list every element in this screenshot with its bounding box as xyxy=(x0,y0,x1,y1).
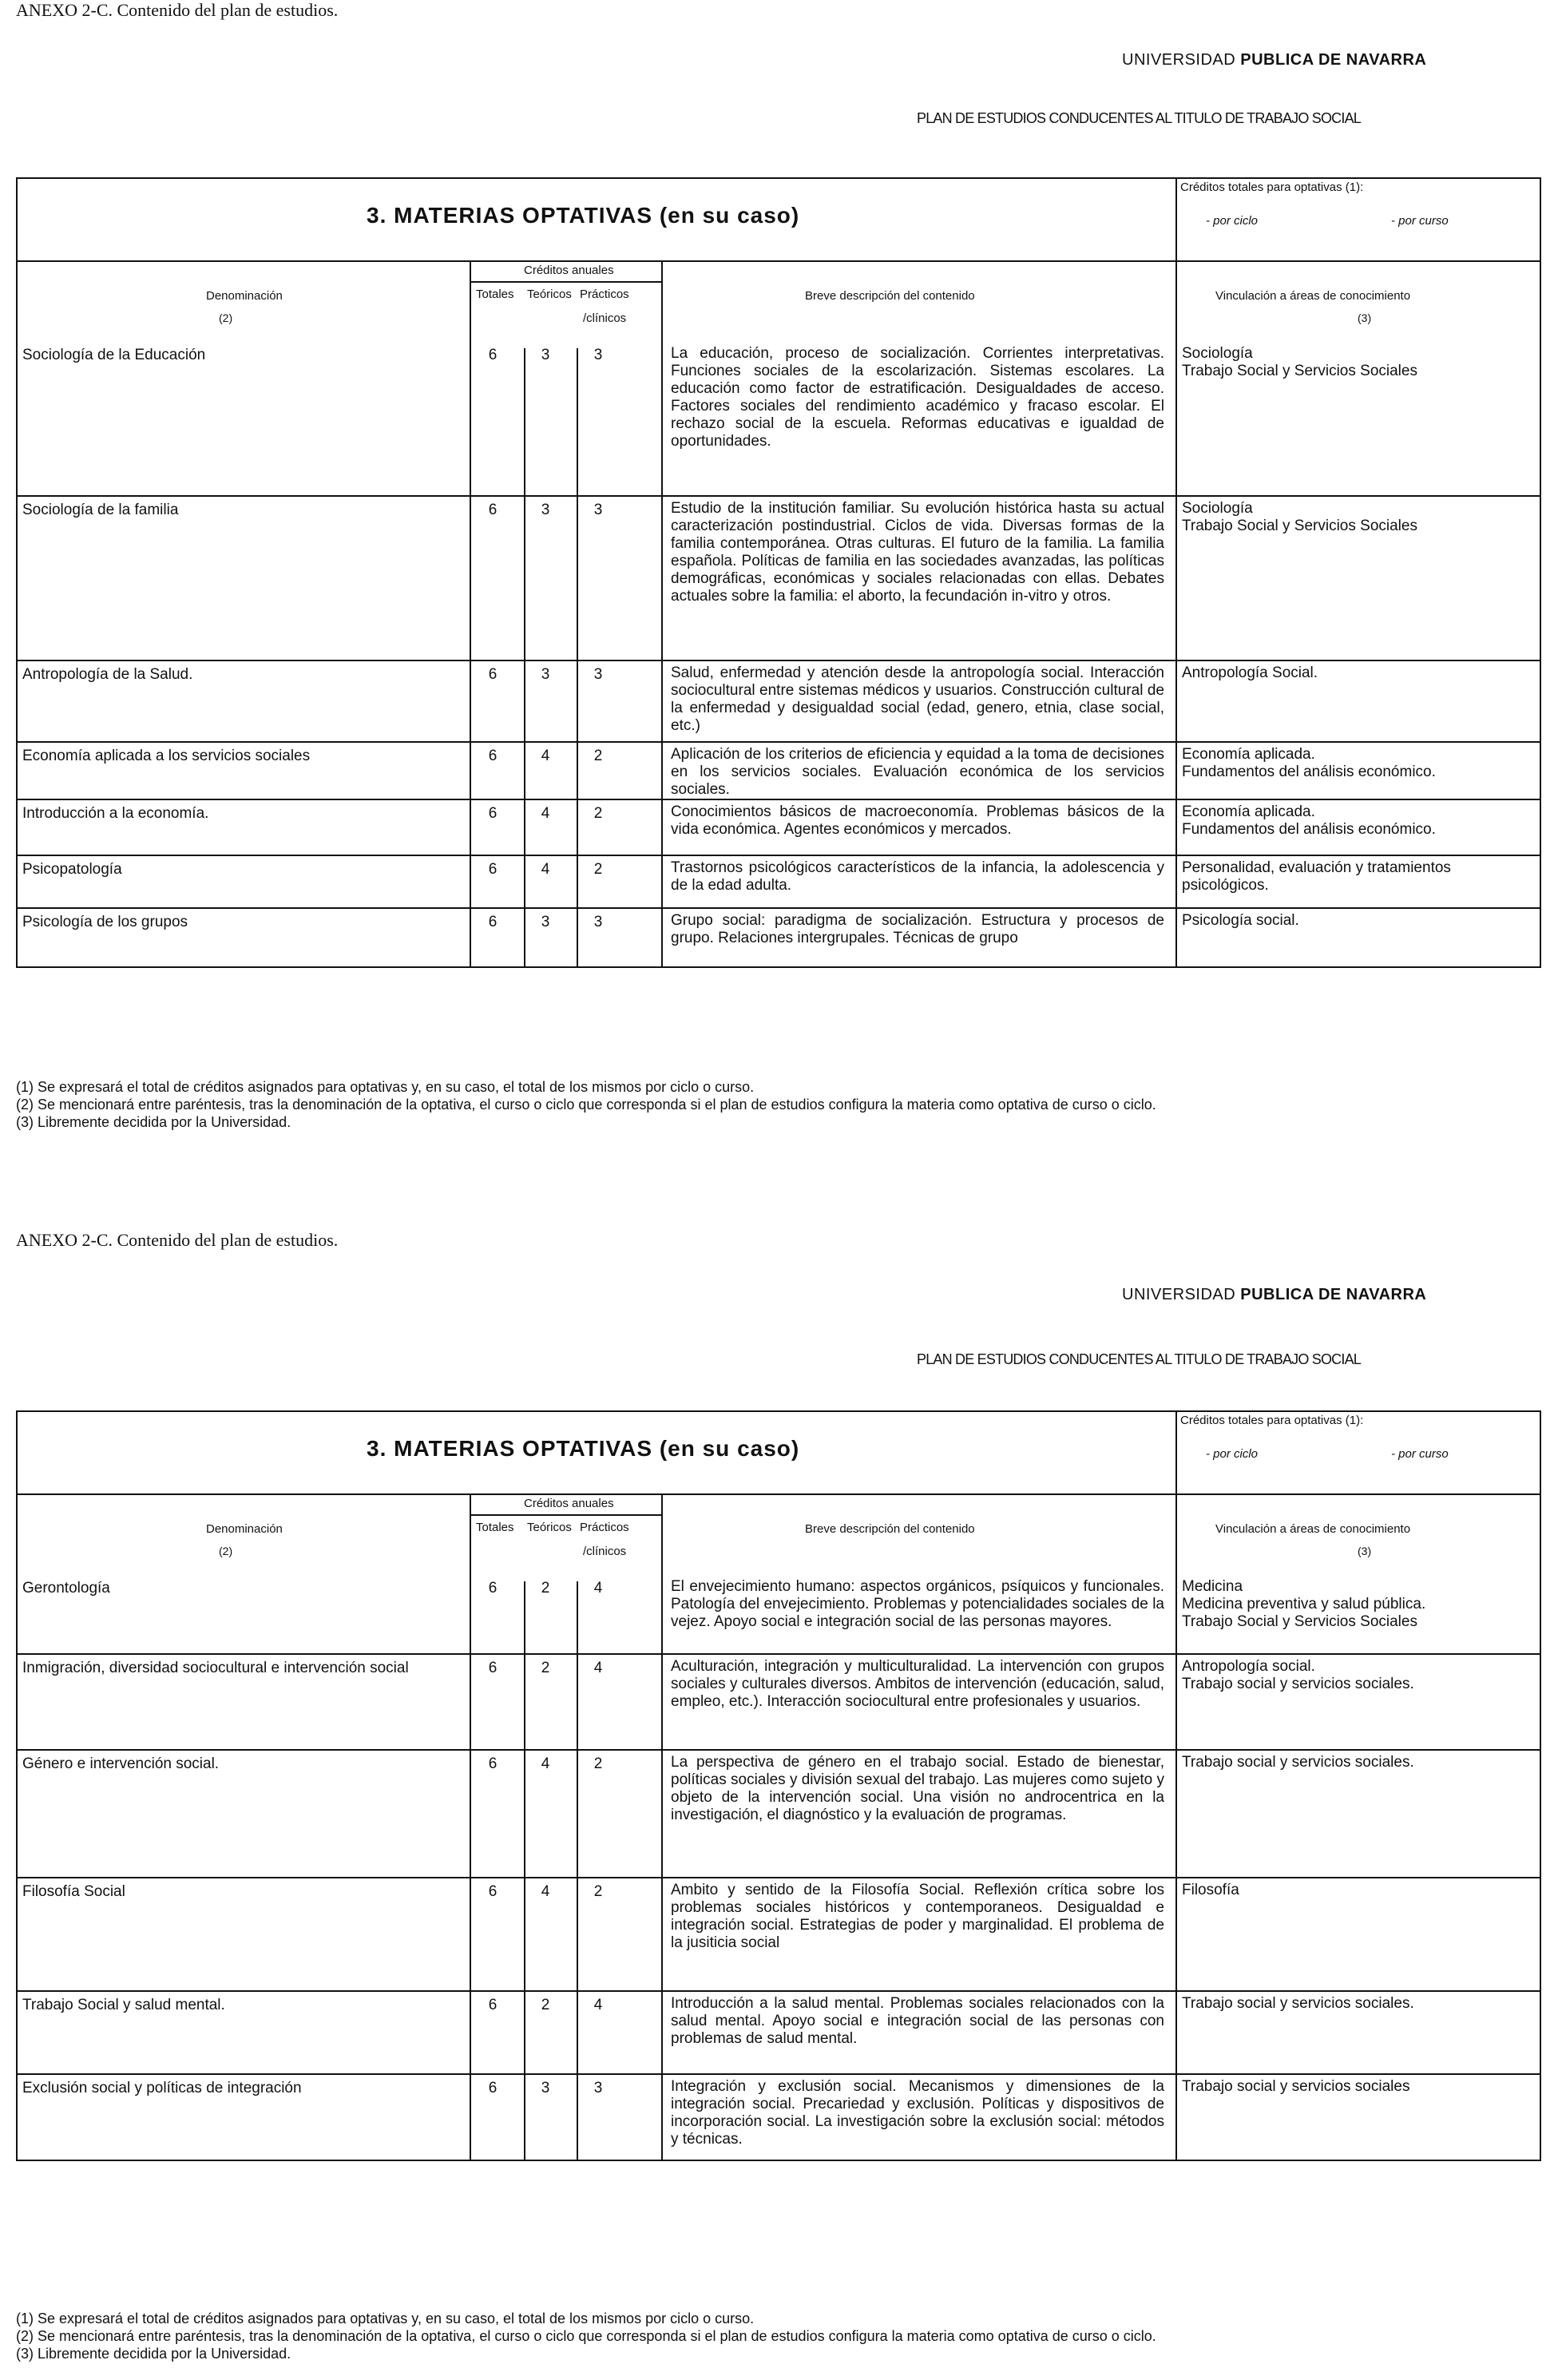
cell-descripcion: Salud, enfermedad y atención desde la antropología social. Interacción sociocultural entre sistemas médicos y usuarios. Construcción cultural de la enfermedad y desigualdad social (edad, genero, etnia, clase social, etc.) xyxy=(671,664,1164,734)
cell-totales: 6 xyxy=(488,1580,498,1597)
footnote: (1) Se expresará el total de créditos asignados para optativas y, en su caso, el total de los mismos por ciclo o curso. xyxy=(16,2311,755,2326)
header-vinculacion: Vinculación a áreas de conocimiento xyxy=(1215,1522,1411,1536)
header-vinculacion-note: (3) xyxy=(1358,1545,1372,1557)
cell-vinculacion xyxy=(1182,859,1533,894)
university-name xyxy=(1122,1286,1426,1304)
header-breve-descripcion: Breve descripción del contenido xyxy=(805,289,975,303)
header-denominacion: Denominación xyxy=(206,289,283,303)
university-prefix: UNIVERSIDAD xyxy=(1122,51,1236,69)
vinculacion-line: Trabajo Social y Servicios Sociales xyxy=(1182,518,1417,534)
header-teoricos: Teóricos xyxy=(527,1521,572,1534)
header-creditos-anuales: Créditos anuales xyxy=(524,264,614,277)
table-title: 3. MATERIAS OPTATIVAS (en su caso) xyxy=(367,1436,800,1461)
cell-vinculacion xyxy=(1182,1658,1533,1693)
cell-denominacion: Psicología de los grupos xyxy=(22,914,188,930)
cell-descripcion: El envejecimiento humano: aspectos orgánicos, psíquicos y funcionales. Patología del envejecimiento. Problemas y potencialidades sociales de la vejez. Apoyo social e integración social de las personas mayores. xyxy=(671,1578,1164,1630)
header-clinicos: /clínicos xyxy=(583,311,627,325)
cell-descripcion: Introducción a la salud mental. Problemas sociales relacionados con la salud mental. Apoyo social e integración social de las personas con problemas de salud mental. xyxy=(671,1995,1164,2047)
row-divider xyxy=(18,1877,1540,1878)
vinculacion-line: Antropología Social. xyxy=(1182,664,1318,681)
header-breve-descripcion: Breve descripción del contenido xyxy=(805,1522,975,1536)
table-title-row xyxy=(18,179,1540,262)
cell-teoricos: 3 xyxy=(541,666,550,683)
university-bold: PUBLICA DE NAVARRA xyxy=(1240,51,1427,69)
row-divider xyxy=(18,907,1540,909)
grid-line xyxy=(524,348,525,966)
cell-denominacion: Inmigración, diversidad sociocultural e intervención social xyxy=(22,1660,409,1676)
vinculacion-line: Medicina preventiva y salud pública. xyxy=(1182,1596,1426,1612)
vinculacion-line: Personalidad, evaluación y tratamientos psicológicos. xyxy=(1182,859,1451,894)
cell-practicos: 2 xyxy=(593,805,603,822)
cell-practicos: 2 xyxy=(593,1755,603,1772)
por-ciclo-label: - por ciclo xyxy=(1206,214,1259,228)
header-teoricos: Teóricos xyxy=(527,288,572,301)
cell-practicos: 2 xyxy=(593,748,603,764)
university-prefix: UNIVERSIDAD xyxy=(1122,1286,1236,1303)
cell-practicos: 3 xyxy=(593,666,603,683)
cell-descripcion: Grupo social: paradigma de socialización. Estructura y procesos de grupo. Relaciones intergrupales. Técnicas de grupo xyxy=(671,912,1164,946)
cell-teoricos: 4 xyxy=(541,1883,550,1900)
cell-denominacion: Antropología de la Salud. xyxy=(22,666,193,683)
university-name xyxy=(1122,51,1426,69)
cell-vinculacion xyxy=(1182,746,1533,781)
cell-vinculacion xyxy=(1182,1995,1533,2013)
cell-totales: 6 xyxy=(488,805,498,822)
cell-teoricos: 4 xyxy=(541,1755,550,1772)
cell-vinculacion xyxy=(1182,2078,1533,2096)
cell-totales: 6 xyxy=(488,1997,498,2013)
header-denominacion-note: (2) xyxy=(219,311,233,324)
cell-totales: 6 xyxy=(488,1755,498,1772)
cell-teoricos: 4 xyxy=(541,861,550,878)
optativas-table xyxy=(16,1410,1541,2161)
footnotes xyxy=(16,1078,1156,1131)
creditos-totales-label: Créditos totales para optativas (1): xyxy=(1180,180,1364,194)
header-denominacion: Denominación xyxy=(206,1522,283,1536)
header-denominacion-note: (2) xyxy=(219,1545,233,1557)
cell-descripcion: La perspectiva de género en el trabajo social. Estado de bienestar, políticas sociales y división sexual del trabajo. Las mujeres como sujeto y objeto de la intervención social. Una visión no androcentrica en la investigación, el diagnóstico y la evaluación de programas. xyxy=(671,1754,1164,1823)
cell-practicos: 3 xyxy=(593,347,603,363)
footnote: (1) Se expresará el total de créditos asignados para optativas y, en su caso, el total de los mismos por ciclo o curso. xyxy=(16,1079,755,1095)
grid-line xyxy=(661,1493,663,2160)
row-divider xyxy=(18,2073,1540,2075)
cell-totales: 6 xyxy=(488,914,498,930)
cell-descripcion: Estudio de la institución familiar. Su evolución histórica hasta su actual caracterización postindustrial. Ciclos de vida. Diversas formas de la familia contemporánea. Otras culturas. El futuro de la familia. La familia española. Políticas de familia en las sociedades avanzadas, las políticas demográficas, económicas y sociales relacionadas con ellas. Debates actuales sobre la familia: el aborto, la fecundación in-vitro y otros. xyxy=(671,500,1164,605)
grid-line xyxy=(661,260,663,966)
table-header xyxy=(18,260,1540,324)
cell-vinculacion xyxy=(1182,1578,1533,1631)
cell-descripcion: Ambito y sentido de la Filosofía Social. Reflexión crítica sobre los problemas sociales históricos y contemporaneos. Desigualdad e integración social. Estrategias de poder y marginalidad. El problema de la jusiticia social xyxy=(671,1882,1164,1951)
header-clinicos: /clínicos xyxy=(583,1545,627,1558)
optativas-table xyxy=(16,177,1541,968)
row-divider xyxy=(18,495,1540,497)
vinculacion-line: Filosofía xyxy=(1182,1882,1239,1898)
cell-denominacion: Género e intervención social. xyxy=(22,1755,220,1772)
cell-teoricos: 4 xyxy=(541,748,550,764)
cell-practicos: 2 xyxy=(593,1883,603,1900)
anexo-heading: ANEXO 2-C. Contenido del plan de estudios. xyxy=(16,0,339,20)
cell-vinculacion xyxy=(1182,1754,1533,1771)
row-divider xyxy=(18,799,1540,800)
row-divider xyxy=(18,1990,1540,1992)
cell-vinculacion xyxy=(1182,345,1533,380)
cell-totales: 6 xyxy=(488,861,498,878)
vinculacion-line: Sociología xyxy=(1182,500,1253,517)
creditos-totales-label: Créditos totales para optativas (1): xyxy=(1180,1414,1364,1427)
cell-teoricos: 2 xyxy=(541,1997,550,2013)
header-practicos: Prácticos xyxy=(580,1521,629,1534)
cell-vinculacion xyxy=(1182,500,1533,535)
cell-denominacion: Sociología de la Educación xyxy=(22,347,206,363)
cell-practicos: 4 xyxy=(593,1580,603,1597)
grid-line xyxy=(470,1493,471,2160)
cell-practicos: 4 xyxy=(593,1997,603,2013)
cell-descripcion: Conocimientos básicos de macroeconomía. Problemas básicos de la vida económica. Agentes económicos y mercados. xyxy=(671,803,1164,838)
table-title: 3. MATERIAS OPTATIVAS (en su caso) xyxy=(367,203,800,228)
grid-line xyxy=(470,1514,661,1516)
vinculacion-line: Trabajo social y servicios sociales. xyxy=(1182,1754,1414,1771)
cell-vinculacion xyxy=(1182,803,1533,839)
cell-teoricos: 2 xyxy=(541,1580,550,1597)
cell-practicos: 3 xyxy=(593,502,603,518)
cell-descripcion: Aplicación de los criterios de eficiencia y equidad a la toma de decisiones en los servicios sociales. Evaluación económica de los servicios sociales. xyxy=(671,746,1164,798)
row-divider xyxy=(18,855,1540,856)
cell-descripcion: Integración y exclusión social. Mecanismos y dimensiones de la integración social. Precariedad y exclusión. Políticas y dispositivos de incorporación social. La investigación sobre la exclusión social: métodos y técnicas. xyxy=(671,2078,1164,2148)
title-cell xyxy=(18,1412,1177,1493)
cell-totales: 6 xyxy=(488,666,498,683)
table-header xyxy=(18,1493,1540,1557)
vinculacion-line: Sociología xyxy=(1182,345,1253,362)
cell-teoricos: 3 xyxy=(541,2080,550,2096)
vinculacion-line: Economía aplicada. xyxy=(1182,803,1315,820)
cell-practicos: 3 xyxy=(593,2080,603,2096)
cell-descripcion: La educación, proceso de socialización. Corrientes interpretativas. Funciones sociales de la escolarización. Sistemas escolares. La educación como factor de estratificación. Desigualdades de acceso. Factores sociales del rendimiento académico y fracaso escolar. El rechazo social de la escuela. Reformas educativas e igualdad de oportunidades. xyxy=(671,345,1164,450)
cell-totales: 6 xyxy=(488,502,498,518)
vinculacion-line: Trabajo Social y Servicios Sociales xyxy=(1182,1613,1417,1630)
cell-vinculacion xyxy=(1182,1882,1533,1899)
plan-title: PLAN DE ESTUDIOS CONDUCENTES AL TITULO DE TRABAJO SOCIAL xyxy=(917,110,1362,126)
cell-descripcion: Aculturación, integración y multiculturalidad. La intervención con grupos sociales y culturales diversos. Ambitos de intervención (educación, salud, empleo, etc.). Interacción sociocultural entre profesionales y usuarios. xyxy=(671,1658,1164,1710)
cell-practicos: 2 xyxy=(593,861,603,878)
cell-denominacion: Sociología de la familia xyxy=(22,502,179,518)
vinculacion-line: Trabajo social y servicios sociales. xyxy=(1182,1676,1414,1692)
cell-descripcion: Trastornos psicológicos característicos de la infancia, la adolescencia y de la edad adulta. xyxy=(671,859,1164,894)
footnotes xyxy=(16,2310,1156,2362)
cell-vinculacion xyxy=(1182,912,1533,930)
grid-line xyxy=(1175,1493,1177,2160)
university-bold: PUBLICA DE NAVARRA xyxy=(1240,1286,1427,1303)
cell-denominacion: Exclusión social y políticas de integración xyxy=(22,2080,302,2096)
vinculacion-line: Economía aplicada. xyxy=(1182,746,1315,763)
header-vinculacion: Vinculación a áreas de conocimiento xyxy=(1215,289,1411,303)
header-vinculacion-note: (3) xyxy=(1358,311,1372,324)
row-divider xyxy=(18,741,1540,743)
por-curso-label: - por curso xyxy=(1391,1447,1449,1461)
header-creditos-anuales: Créditos anuales xyxy=(524,1497,614,1510)
vinculacion-line: Psicología social. xyxy=(1182,912,1299,929)
cell-practicos: 4 xyxy=(593,1660,603,1676)
title-cell xyxy=(18,179,1177,260)
cell-teoricos: 4 xyxy=(541,805,550,822)
grid-line xyxy=(1175,260,1177,966)
cell-vinculacion xyxy=(1182,664,1533,682)
cell-totales: 6 xyxy=(488,1883,498,1900)
header-totales: Totales xyxy=(476,1521,514,1534)
cell-denominacion: Trabajo Social y salud mental. xyxy=(22,1997,225,2013)
cell-denominacion: Psicopatología xyxy=(22,861,122,878)
por-curso-label: - por curso xyxy=(1391,214,1449,228)
row-divider xyxy=(18,1749,1540,1751)
cell-teoricos: 2 xyxy=(541,1660,550,1676)
header-practicos: Prácticos xyxy=(580,288,629,301)
vinculacion-line: Fundamentos del análisis económico. xyxy=(1182,821,1436,838)
cell-teoricos: 3 xyxy=(541,502,550,518)
vinculacion-line: Trabajo social y servicios sociales. xyxy=(1182,1995,1414,2012)
footnote: (2) Se mencionará entre paréntesis, tras la denominación de la optativa, el curso o ciclo que corresponda si el plan de estudios configura la materia como optativa de curso o ciclo. xyxy=(16,1097,1156,1113)
cell-teoricos: 3 xyxy=(541,914,550,930)
footnote: (2) Se mencionará entre paréntesis, tras la denominación de la optativa, el curso o ciclo que corresponda si el plan de estudios configura la materia como optativa de curso o ciclo. xyxy=(16,2328,1156,2344)
row-divider xyxy=(18,1653,1540,1655)
cell-totales: 6 xyxy=(488,2080,498,2096)
vinculacion-line: Antropología social. xyxy=(1182,1658,1315,1675)
cell-denominacion: Economía aplicada a los servicios sociales xyxy=(22,748,311,764)
vinculacion-line: Trabajo social y servicios sociales xyxy=(1182,2078,1410,2095)
por-ciclo-label: - por ciclo xyxy=(1206,1447,1259,1461)
cell-denominacion: Filosofía Social xyxy=(22,1883,125,1900)
cell-totales: 6 xyxy=(488,1660,498,1676)
grid-line xyxy=(470,281,661,283)
vinculacion-line: Trabajo Social y Servicios Sociales xyxy=(1182,363,1417,379)
cell-totales: 6 xyxy=(488,748,498,764)
footnote: (3) Libremente decidida por la Universidad. xyxy=(16,1114,291,1130)
cell-teoricos: 3 xyxy=(541,347,550,363)
grid-line xyxy=(577,348,578,966)
header-totales: Totales xyxy=(476,288,514,301)
cell-denominacion: Introducción a la economía. xyxy=(22,805,209,822)
vinculacion-line: Fundamentos del análisis económico. xyxy=(1182,764,1436,780)
grid-line xyxy=(470,260,471,966)
row-divider xyxy=(18,660,1540,661)
cell-denominacion: Gerontología xyxy=(22,1580,110,1597)
table-title-row xyxy=(18,1412,1540,1495)
vinculacion-line: Medicina xyxy=(1182,1578,1243,1595)
footnote: (3) Libremente decidida por la Universidad. xyxy=(16,2346,291,2362)
anexo-heading: ANEXO 2-C. Contenido del plan de estudios. xyxy=(16,1230,339,1250)
cell-totales: 6 xyxy=(488,347,498,363)
cell-practicos: 3 xyxy=(593,914,603,930)
plan-title: PLAN DE ESTUDIOS CONDUCENTES AL TITULO DE TRABAJO SOCIAL xyxy=(917,1351,1362,1367)
